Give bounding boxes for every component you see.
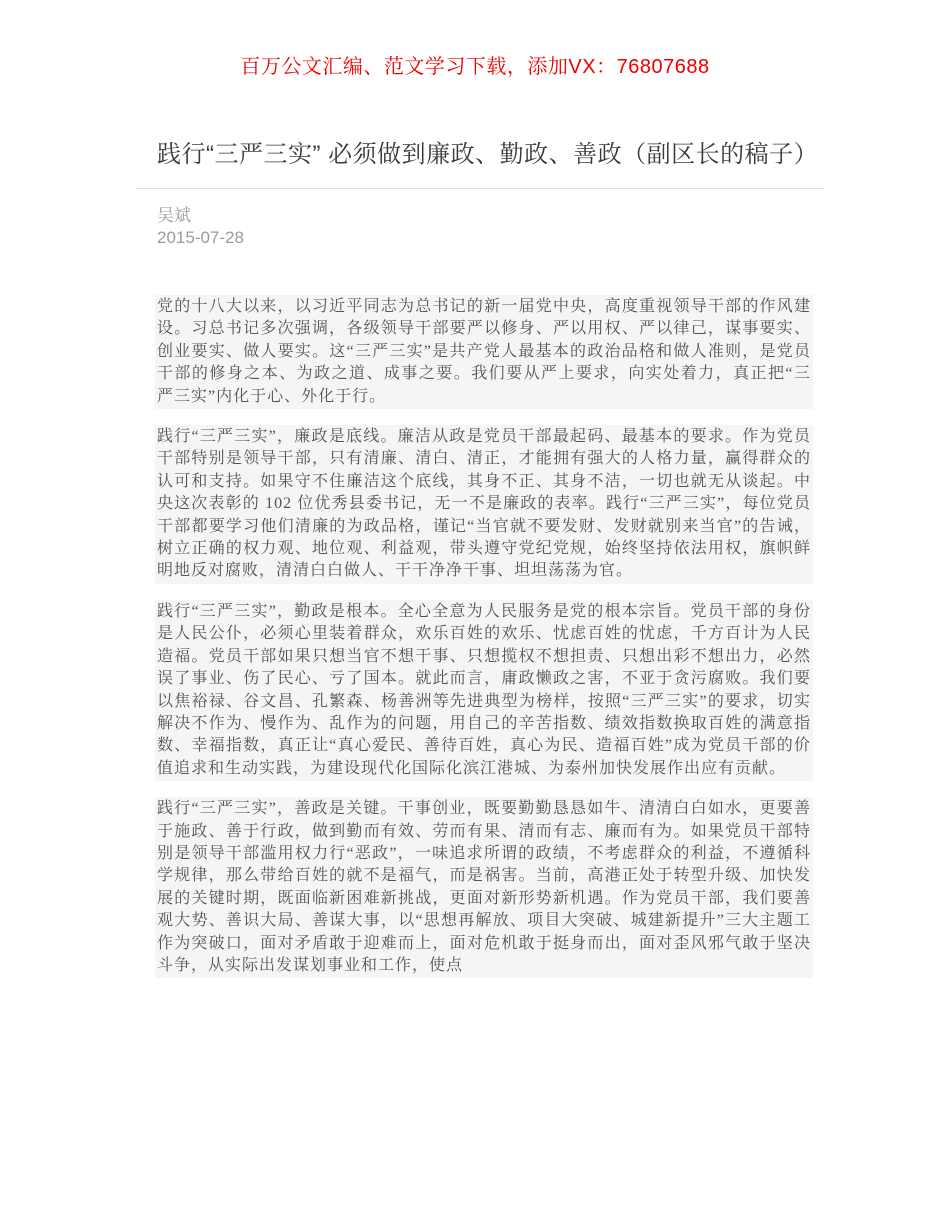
page-title: 践行“三严三实” 必须做到廉政、勤政、善政（副区长的稿子） bbox=[157, 141, 819, 168]
paragraph: 践行“三严三实”，勤政是根本。全心全意为人民服务是党的根本宗旨。党员干部的身份是人民公仆，必须心里装着群众，欢乐百姓的欢乐、忧虑百姓的忧虑，千方百计为人民造福。党员干部如果只想当官不想干事、只想揽权不想担责、只想出彩不想出力，必然误了事业、伤了民心、亏了国本。就此而言，庸政懒政之害，不亚于贪污腐败。我们要以焦裕禄、谷文昌、孔繁森、杨善洲等先进典型为榜样，按照“三严三实”的要求，切实解决不作为、慢作为、乱作为的问题，用自己的辛苦指数、绩效指数换取百姓的满意指数、幸福指数，真正让“真心爱民、善待百姓，真心为民、造福百姓”成为党员干部的价值追求和生动实践，为建设现代化国际化滨江港城、为泰州加快发展作出应有贡献。 bbox=[155, 600, 813, 781]
publish-date: 2015-07-28 bbox=[157, 228, 244, 247]
author-name: 吴斌 bbox=[157, 206, 191, 225]
paragraph: 践行“三严三实”，廉政是底线。廉洁从政是党员干部最起码、最基本的要求。作为党员干部特别是领导干部，只有清廉、清白、清正，才能拥有强大的人格力量，赢得群众的认可和支持。如果守不住廉洁这个底线，其身不正、其身不洁，一切也就无从谈起。中央这次表彰的 102 位优秀县委书记，无一不是廉政的表率。践行“三严三实”，每位党员干部都要学习他们清廉的为政品格，谨记“当官就不要发财、发财就别来当官”的告诫，树立正确的权力观、地位观、利益观，带头遵守党纪党规，始终坚持依法用权，旗帜鲜明地反对腐败，清清白白做人、干干净净干事、坦坦荡荡为官。 bbox=[155, 425, 813, 584]
paragraph: 党的十八大以来，以习近平同志为总书记的新一届党中央，高度重视领导干部的作风建设。习总书记多次强调，各级领导干部要严以修身、严以用权、严以律己，谋事要实、创业要实、做人要实。这“三严三实”是共产党人最基本的政治品格和做人准则，是党员干部的修身之本、为政之道、成事之要。我们要从严上要求，向实处着力，真正把“三严三实”内化于心、外化于行。 bbox=[155, 295, 813, 409]
promo-banner: 百万公文汇编、范文学习下载，添加VX：76807688 bbox=[240, 56, 710, 78]
article-container bbox=[135, 138, 825, 978]
title-divider bbox=[135, 188, 825, 189]
article-meta bbox=[157, 205, 825, 249]
paragraph: 践行“三严三实”，善政是关键。干事创业，既要勤勤恳恳如牛、清清白白如水，更要善于施政、善于行政，做到勤而有效、劳而有果、清而有志、廉而有为。如果党员干部特别是领导干部滥用权力行“恶政”，一味追求所谓的政绩，不考虑群众的利益，不遵循科学规律，那么带给百姓的就不是福气，而是祸害。当前，高港正处于转型升级、加快发展的关键时期，既面临新困难新挑战，更面对新形势新机遇。作为党员干部，我们要善观大势、善识大局、善谋大事，以“思想再解放、项目大突破、城建新提升”三大主题工作为突破口，面对矛盾敢于迎难而上，面对危机敢于挺身而出，面对歪风邪气敢于坚决斗争，从实际出发谋划事业和工作，使点 bbox=[155, 797, 813, 978]
article-body bbox=[155, 295, 813, 978]
